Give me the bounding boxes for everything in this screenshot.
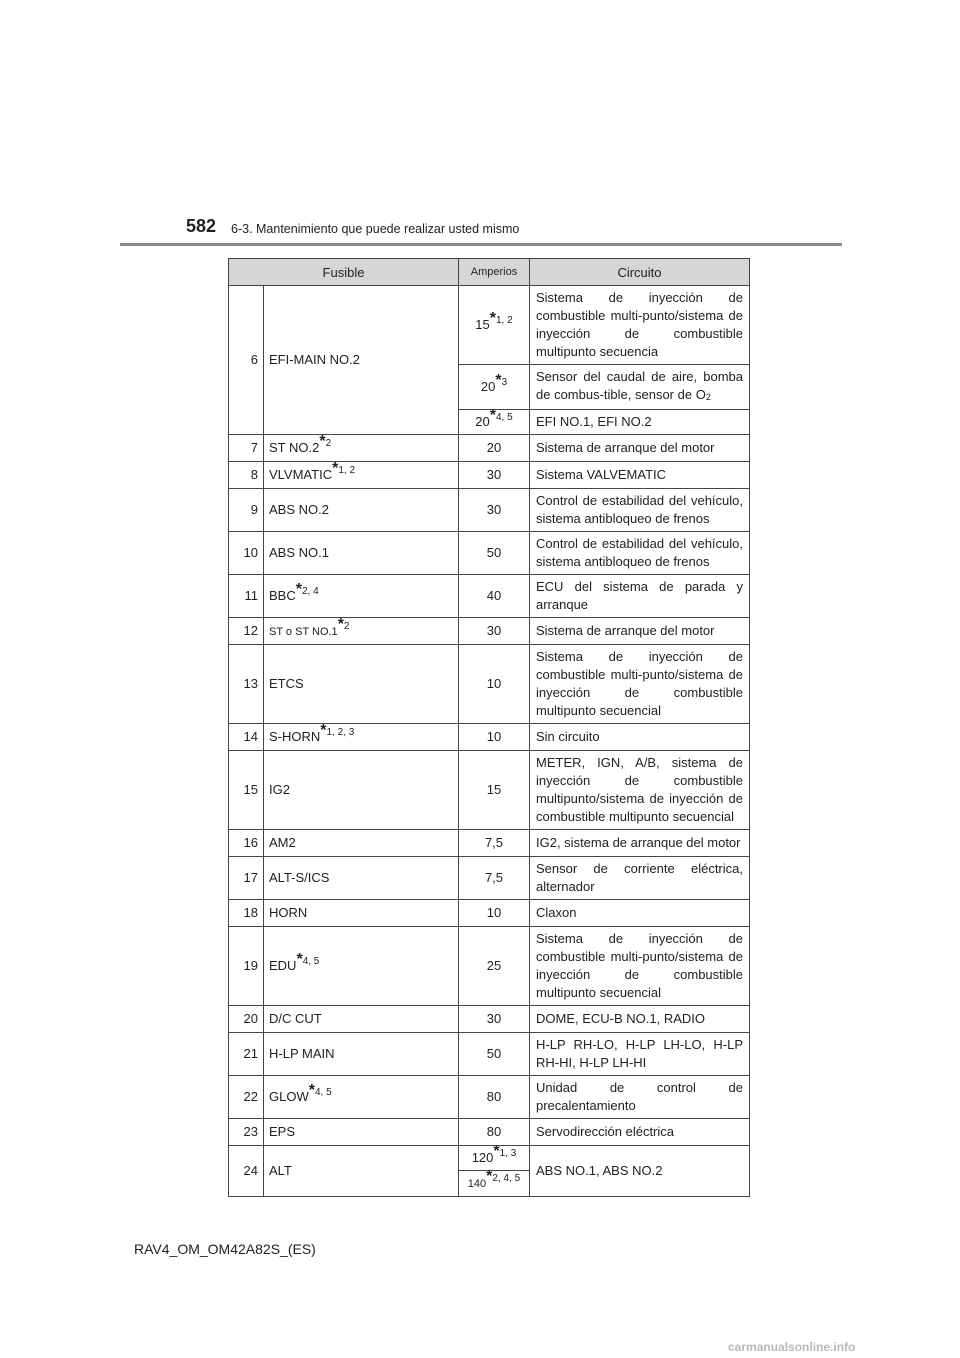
fuse-number: 6 bbox=[229, 286, 264, 435]
table-row bbox=[229, 435, 750, 462]
fuse-amps: 30 bbox=[459, 618, 530, 645]
fuse-circuit: Sistema de inyección de combustible multi-punto/sistema de inyección de combustible multipunto secuencia bbox=[530, 286, 750, 365]
fuse-number: 19 bbox=[229, 927, 264, 1006]
watermark: carmanualsonline.info bbox=[728, 1340, 856, 1354]
fuse-amps: 50 bbox=[459, 1033, 530, 1076]
column-header-amps: Amperios bbox=[459, 259, 530, 286]
fuse-number: 17 bbox=[229, 857, 264, 900]
fuse-number: 15 bbox=[229, 751, 264, 830]
table-row bbox=[229, 462, 750, 489]
fuse-name: H-LP MAIN bbox=[264, 1033, 459, 1076]
fuse-name: ST o ST NO.1$^{*2}$ bbox=[264, 618, 459, 645]
table-row bbox=[229, 1119, 750, 1146]
fuse-number: 23 bbox=[229, 1119, 264, 1146]
fuse-circuit: Sistema de inyección de combustible multi-punto/sistema de inyección de combustible multipunto secuencial bbox=[530, 927, 750, 1006]
fuse-amps: 20 bbox=[459, 435, 530, 462]
fuse-circuit: ABS NO.1, ABS NO.2 bbox=[530, 1146, 750, 1197]
fuse-number: 11 bbox=[229, 575, 264, 618]
table-row bbox=[229, 532, 750, 575]
fuse-name: ALT-S/ICS bbox=[264, 857, 459, 900]
fuse-number: 9 bbox=[229, 489, 264, 532]
table-row bbox=[229, 1076, 750, 1119]
fuse-circuit: Sistema de arranque del motor bbox=[530, 435, 750, 462]
fuse-amps: 10 bbox=[459, 724, 530, 751]
table-row bbox=[229, 618, 750, 645]
table-row bbox=[229, 286, 750, 365]
fuse-amps: 10 bbox=[459, 645, 530, 724]
fuse-number: 21 bbox=[229, 1033, 264, 1076]
fuse-amps: 20$^{*4, 5}$ bbox=[459, 410, 530, 435]
fuse-number: 12 bbox=[229, 618, 264, 645]
fuse-amps: 15 bbox=[459, 751, 530, 830]
fuse-name: AM2 bbox=[264, 830, 459, 857]
fuse-number: 22 bbox=[229, 1076, 264, 1119]
fuse-amps: 30 bbox=[459, 462, 530, 489]
fuse-name: EPS bbox=[264, 1119, 459, 1146]
table-row bbox=[229, 489, 750, 532]
table-row bbox=[229, 645, 750, 724]
fuse-name: ALT bbox=[264, 1146, 459, 1197]
fuse-circuit: Sin circuito bbox=[530, 724, 750, 751]
fuse-amps: 80 bbox=[459, 1076, 530, 1119]
fuse-circuit: IG2, sistema de arranque del motor bbox=[530, 830, 750, 857]
fuse-name: HORN bbox=[264, 900, 459, 927]
document-code: RAV4_OM_OM42A82S_(ES) bbox=[134, 1241, 316, 1257]
table-row bbox=[229, 751, 750, 830]
table-row bbox=[229, 724, 750, 751]
fuse-number: 24 bbox=[229, 1146, 264, 1197]
fuse-name: EDU$^{*4, 5}$ bbox=[264, 927, 459, 1006]
header-divider bbox=[120, 243, 842, 246]
page-number: 582 bbox=[186, 216, 217, 236]
fuse-name: ABS NO.2 bbox=[264, 489, 459, 532]
fuse-circuit: ECU del sistema de parada y arranque bbox=[530, 575, 750, 618]
fuse-circuit: Servodirección eléctrica bbox=[530, 1119, 750, 1146]
fuse-number: 10 bbox=[229, 532, 264, 575]
fuse-name: ST NO.2$^{*2}$ bbox=[264, 435, 459, 462]
table-row bbox=[229, 927, 750, 1006]
fuse-circuit: Control de estabilidad del vehículo, sistema antibloqueo de frenos bbox=[530, 489, 750, 532]
fuse-amps: 7,5 bbox=[459, 857, 530, 900]
fuse-name: IG2 bbox=[264, 751, 459, 830]
fuse-circuit: Unidad de control de precalentamiento bbox=[530, 1076, 750, 1119]
fuse-name: BBC$^{*2, 4}$ bbox=[264, 575, 459, 618]
fuse-number: 14 bbox=[229, 724, 264, 751]
section-title: 6-3. Mantenimiento que puede realizar usted mismo bbox=[231, 222, 520, 236]
table-row bbox=[229, 575, 750, 618]
fuse-name: ETCS bbox=[264, 645, 459, 724]
fuse-amps: 50 bbox=[459, 532, 530, 575]
fuse-name: EFI-MAIN NO.2 bbox=[264, 286, 459, 435]
column-header-fuse: Fusible bbox=[229, 259, 459, 286]
table-header-row bbox=[229, 259, 750, 286]
fuse-number: 18 bbox=[229, 900, 264, 927]
fuse-name: D/C CUT bbox=[264, 1006, 459, 1033]
fuse-amps: 40 bbox=[459, 575, 530, 618]
fuse-circuit: DOME, ECU-B NO.1, RADIO bbox=[530, 1006, 750, 1033]
fuse-circuit: Sistema VALVEMATIC bbox=[530, 462, 750, 489]
fuse-amps: 30 bbox=[459, 1006, 530, 1033]
fuse-circuit: Control de estabilidad del vehículo, sistema antibloqueo de frenos bbox=[530, 532, 750, 575]
table-row bbox=[229, 1033, 750, 1076]
fuse-amps: 20$^{*3}$ bbox=[459, 365, 530, 410]
fuse-amps: 140$^{*2, 4, 5}$ bbox=[459, 1171, 530, 1197]
table-row bbox=[229, 830, 750, 857]
fuse-circuit: Sensor de corriente eléctrica, alternador bbox=[530, 857, 750, 900]
fuse-amps: 80 bbox=[459, 1119, 530, 1146]
fuse-circuit: Sensor del caudal de aire, bomba de combus-tible, sensor de O2 bbox=[530, 365, 750, 410]
fuse-number: 8 bbox=[229, 462, 264, 489]
column-header-circuit: Circuito bbox=[530, 259, 750, 286]
fuse-circuit: Claxon bbox=[530, 900, 750, 927]
fuse-circuit: Sistema de arranque del motor bbox=[530, 618, 750, 645]
fuse-table bbox=[228, 258, 750, 1197]
fuse-amps: 25 bbox=[459, 927, 530, 1006]
fuse-circuit: H-LP RH-LO, H-LP LH-LO, H-LP RH-HI, H-LP LH-HI bbox=[530, 1033, 750, 1076]
fuse-amps: 30 bbox=[459, 489, 530, 532]
fuse-number: 16 bbox=[229, 830, 264, 857]
fuse-amps: 10 bbox=[459, 900, 530, 927]
fuse-name: GLOW$^{*4, 5}$ bbox=[264, 1076, 459, 1119]
table-row bbox=[229, 1146, 750, 1171]
fuse-amps: 15$^{*1, 2}$ bbox=[459, 286, 530, 365]
fuse-name: VLVMATIC$^{*1, 2}$ bbox=[264, 462, 459, 489]
fuse-number: 20 bbox=[229, 1006, 264, 1033]
fuse-circuit: METER, IGN, A/B, sistema de inyección de combustible multipunto/sistema de inyección de combustible multipunto secuencial bbox=[530, 751, 750, 830]
fuse-amps: 7,5 bbox=[459, 830, 530, 857]
table-row bbox=[229, 1006, 750, 1033]
fuse-circuit: EFI NO.1, EFI NO.2 bbox=[530, 410, 750, 435]
fuse-number: 7 bbox=[229, 435, 264, 462]
fuse-name: ABS NO.1 bbox=[264, 532, 459, 575]
table-row bbox=[229, 857, 750, 900]
table-row bbox=[229, 900, 750, 927]
fuse-circuit: Sistema de inyección de combustible multi-punto/sistema de inyección de combustible multipunto secuencial bbox=[530, 645, 750, 724]
fuse-number: 13 bbox=[229, 645, 264, 724]
fuse-amps: 120$^{*1, 3}$ bbox=[459, 1146, 530, 1171]
fuse-name: S-HORN$^{*1, 2, 3}$ bbox=[264, 724, 459, 751]
